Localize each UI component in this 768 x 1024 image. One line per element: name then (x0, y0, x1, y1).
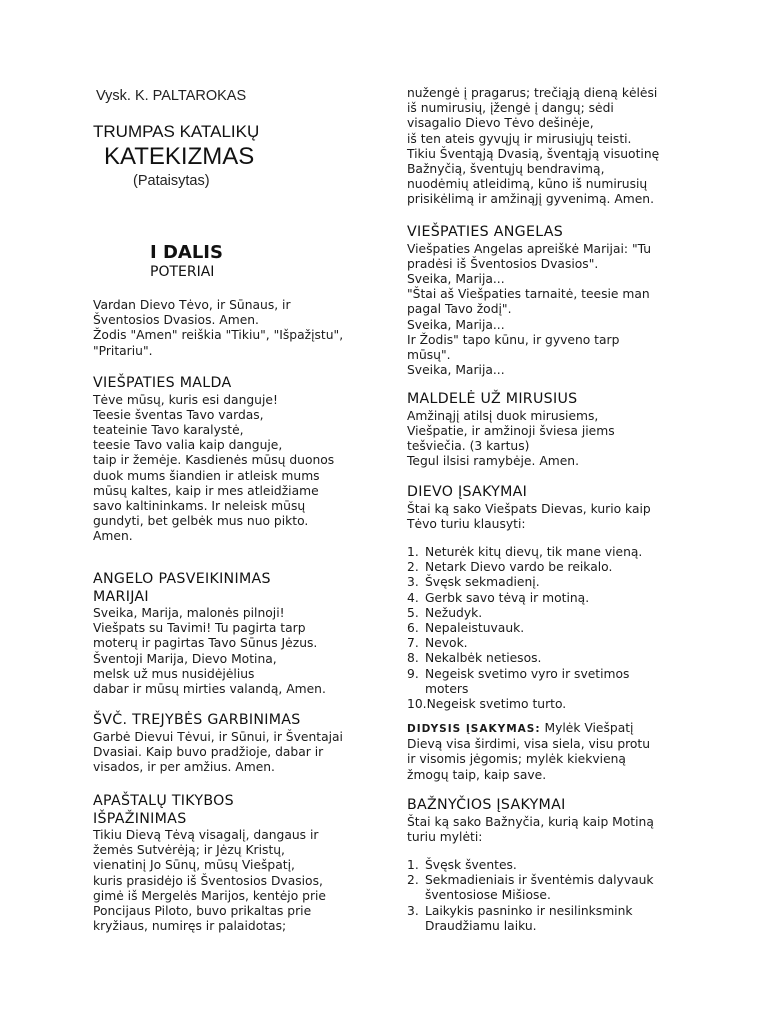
maldele-section (407, 391, 615, 469)
apastalu-continued (407, 86, 659, 208)
intro-text (93, 298, 343, 359)
section-title: ANGELO PASVEIKINIMAS (93, 571, 271, 587)
text-line: visados, ir per amžius. Amen. (93, 759, 275, 774)
list-item: 6. Nepaleistuvauk. (407, 621, 525, 636)
subtitle: (Pataisytas) (133, 173, 210, 189)
text-line: Tegul ilsisi ramybėje. Amen. (407, 454, 579, 469)
text-line: duok mums šiandien ir atleisk mums (93, 468, 320, 483)
title-line2: KATEKIZMAS (104, 143, 255, 170)
title-line1: TRUMPAS KATALIKŲ (93, 122, 260, 141)
text-line: savo kaltininkams. Ir neleisk mūsų (93, 498, 306, 513)
text-line: Šventoji Marija, Dievo Motina, (93, 651, 277, 666)
text-line: teesie Tavo valia kaip danguje, (93, 438, 283, 453)
text-line: mūsų". (407, 347, 451, 362)
text-line: Garbė Dievui Tėvui, ir Sūnui, ir Šventajai (93, 729, 343, 744)
section-title: MALDELĖ UŽ MIRUSIUS (407, 391, 578, 407)
part-heading: I DALIS (150, 242, 223, 263)
apastalu-section (93, 793, 326, 934)
text-line: Poncijaus Piloto, buvo prikaltas prie (93, 904, 312, 919)
list-item: 9. Negeisk svetimo vyro ir svetimos (407, 666, 630, 681)
text-line: taip ir žemėje. Kasdienės mūsų duonos (93, 453, 335, 468)
text-line: Amen. (93, 529, 133, 544)
text-line: Viešpats su Tavimi! Tu pagirta tarp (93, 621, 306, 636)
section-title: DIEVO ĮSAKYMAI (407, 484, 528, 500)
text-line: Štai ką sako Bažnyčia, kurią kaip Motiną (407, 814, 654, 829)
text-line: žemės Sutvėrėją; ir Jėzų Kristų, (93, 843, 285, 858)
text-line: iš numirusių, įžengė į dangų; sėdi (407, 101, 614, 116)
text-line: teateinie Tavo karalystė, (93, 422, 244, 437)
baznycios-list (407, 858, 654, 934)
text-line: Žodis "Amen" reiškia "Tikiu", "Išpažįstu", (93, 328, 344, 343)
list-item: 8. Nekalbėk netiesos. (407, 651, 542, 666)
text-line: ir visomis jėgomis; mylėk kiekvieną (407, 752, 626, 767)
text-line: Ir Žodis" tapo kūnu, ir gyveno tarp (407, 332, 620, 347)
text-line: visagalio Dievo Tėvo dešinėje, (407, 116, 594, 131)
text-line: DIDYSIS ĮSAKYMAS: Mylėk Viešpatį (407, 721, 634, 735)
section-title: VIEŠPATIES MALDA (93, 375, 232, 391)
text-line: "Pritariu". (93, 343, 153, 358)
text-line: Tėve mūsų, kuris esi danguje! (93, 392, 278, 407)
list-item: 5. Nežudyk. (407, 605, 483, 620)
list-item: 10.Negeisk svetimo turto. (407, 697, 567, 712)
text-line: Teesie šventas Tavo vardas, (93, 407, 264, 422)
trejybes-section (93, 712, 343, 775)
text-line: kryžiaus, numiręs ir palaidotas; (93, 919, 287, 934)
text-line: Amžinąjį atilsį duok mirusiems, (407, 408, 599, 423)
text-line: nuodėmių atleidimą, kūno iš numirusių (407, 177, 648, 192)
text-line: kuris prasidėjo iš Šventosios Dvasios, (93, 873, 323, 888)
text-line: Bažnyčią, šventųjų bendravimą, (407, 162, 605, 177)
list-item: 2. Netark Dievo vardo be reikalo. (407, 560, 613, 575)
text-line: melsk už mus nusidėjėlius (93, 666, 255, 681)
angelas-section (407, 224, 651, 378)
section-title: MARIJAI (93, 588, 149, 605)
text-line: Vardan Dievo Tėvo, ir Sūnaus, ir (93, 298, 291, 312)
text-line: gimė iš Mergelės Marijos, kentėjo prie (93, 888, 326, 903)
list-item: 3. Laikykis pasninko ir nesilinksmink (407, 903, 633, 918)
list-item: 2. Sekmadieniais ir šventėmis dalyvauk (407, 873, 654, 888)
text-line: Dievą visa širdimi, visa siela, visu protu (407, 737, 651, 752)
baznycios-section (407, 797, 654, 845)
section-title: IŠPAŽINIMAS (93, 810, 187, 827)
text-line: Sveika, Marija, malonės pilnoji! (93, 606, 285, 620)
text-line: turiu mylėti: (407, 829, 483, 844)
list-item: 1. Neturėk kitų dievų, tik mane vieną. (407, 545, 643, 559)
list-item: 1. Švęsk šventes. (407, 858, 517, 872)
text-line: "Štai aš Viešpaties tarnaitė, teesie man (407, 287, 650, 302)
text-line: Dvasiai. Kaip buvo pradžioje, dabar ir (93, 744, 324, 759)
text-line: gundyti, bet gelbėk mus nuo pikto. (93, 514, 309, 529)
list-item-continuation: moters (425, 681, 469, 696)
text-line: vienatinį Jo Sūnų, mūsų Viešpatį, (93, 858, 295, 873)
text-line: Sveika, Marija... (407, 271, 505, 286)
didysis-label: DIDYSIS ĮSAKYMAS: (407, 723, 541, 735)
text-line: Sveika, Marija... (407, 317, 505, 332)
text-line: Šventosios Dvasios. Amen. (93, 313, 259, 328)
list-item: 3. Švęsk sekmadienį. (407, 575, 540, 590)
isakymai-list (407, 545, 642, 712)
author: Vysk. K. PALTAROKAS (96, 88, 247, 104)
isakymai-section (407, 484, 651, 532)
list-item-continuation: šventosiose Mišiose. (425, 888, 551, 903)
text-line: Štai ką sako Viešpats Dievas, kurio kaip (407, 501, 651, 516)
section-title: BAŽNYČIOS ĮSAKYMAI (407, 797, 566, 813)
list-item: 4. Gerbk savo tėvą ir motiną. (407, 590, 590, 605)
angelo-section (93, 571, 326, 697)
didysis-section (407, 721, 650, 783)
part-subheading: POTERIAI (150, 264, 215, 280)
text-line: prisikėlimą ir amžinąjį gyvenimą. Amen. (407, 192, 655, 207)
list-item-continuation: Draudžiamu laiku. (425, 918, 537, 933)
text-line: mūsų kaltes, kaip ir mes atleidžiame (93, 483, 319, 498)
text-line: Viešpatie, ir amžinoji šviesa jiems (407, 423, 615, 438)
text-line: Viešpaties Angelas apreiškė Marijai: "Tu (407, 241, 652, 256)
text-line: pradėsi iš Šventosios Dvasios". (407, 256, 599, 271)
text-line: moterų ir pagirtas Tavo Sūnus Jėzus. (93, 636, 318, 651)
text-line: dabar ir mūsų mirties valandą, Amen. (93, 682, 326, 697)
text-line: iš ten ateis gyvųjų ir mirusiųjų teisti. (407, 131, 632, 146)
section-title: VIEŠPATIES ANGELAS (407, 224, 564, 240)
text-line: tešviečia. (3 kartus) (407, 438, 530, 453)
text-line: Tikiu Dievą Tėvą visagalį, dangaus ir (93, 828, 319, 842)
text-line: Tikiu Šventąją Dvasią, šventąją visuotinę (407, 146, 660, 161)
text-line: nužengė į pragarus; trečiąją dieną kėlėsi (407, 86, 658, 100)
text-line: Sveika, Marija... (407, 363, 505, 378)
text-line: pagal Tavo žodį". (407, 302, 512, 317)
malda-section (93, 375, 334, 545)
section-title: ŠVČ. TREJYBĖS GARBINIMAS (93, 712, 301, 728)
text-line: Tėvo turiu klausyti: (407, 516, 526, 531)
list-item: 7. Nevok. (407, 636, 468, 651)
section-title: APAŠTALŲ TIKYBOS (93, 793, 234, 809)
text-line: žmogų taip, kaip save. (407, 767, 547, 782)
